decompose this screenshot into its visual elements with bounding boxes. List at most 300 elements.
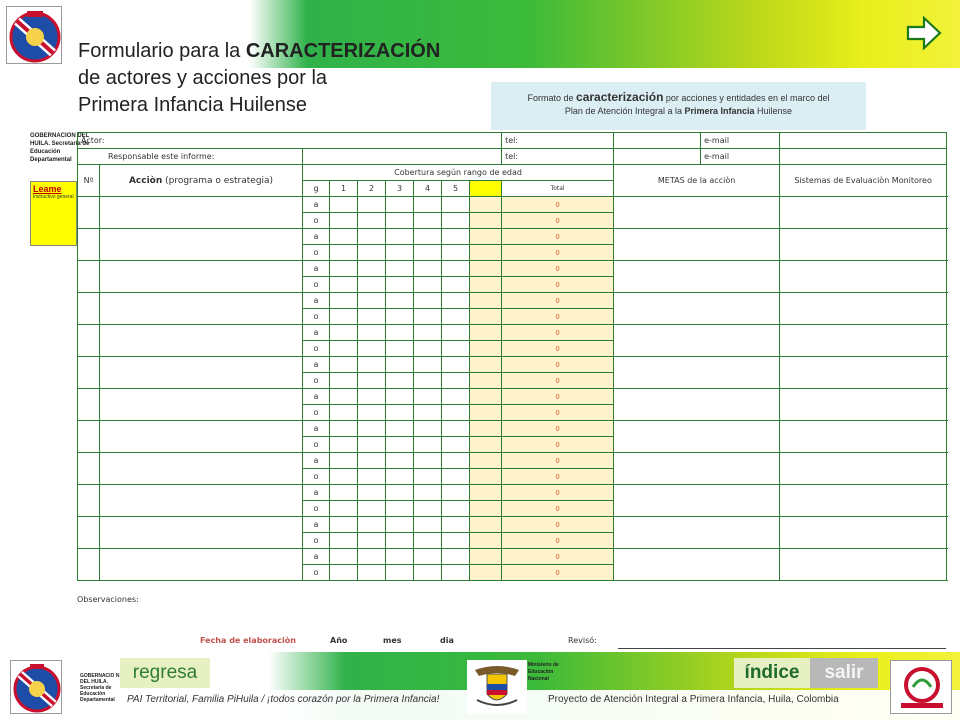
actor-email-input[interactable]: [780, 133, 947, 149]
row-total-value: 0: [502, 501, 614, 517]
eval-input-cell[interactable]: [780, 549, 947, 581]
characterization-form-table: [77, 132, 947, 581]
age-blank-cell: [470, 533, 502, 549]
age-count-input[interactable]: [442, 565, 470, 581]
goals-input-cell[interactable]: [614, 325, 780, 357]
age-count-input[interactable]: [358, 389, 386, 405]
eval-header: Sistemas de Evaluaciòn Monitoreo: [780, 165, 947, 197]
age-count-input[interactable]: [386, 213, 414, 229]
age-count-input[interactable]: [414, 261, 442, 277]
goals-input-cell[interactable]: [614, 453, 780, 485]
age-count-input[interactable]: [414, 549, 442, 565]
actor-tel-label: tel:: [502, 133, 614, 149]
age-blank-cell: [470, 309, 502, 325]
age-count-input[interactable]: [330, 421, 358, 437]
age-count-input[interactable]: [442, 469, 470, 485]
age-count-input[interactable]: [414, 533, 442, 549]
age-blank-cell: [470, 229, 502, 245]
coverage-header: Cobertura según rango de edad: [303, 165, 614, 181]
age-count-input[interactable]: [358, 229, 386, 245]
age-blank-cell: [470, 341, 502, 357]
age-count-input[interactable]: [358, 357, 386, 373]
footer-right-text: Proyecto de Atención Integral a Primera Infancia, Huila, Colombia: [548, 694, 839, 705]
row-type-label: a: [303, 197, 330, 213]
goals-input-cell[interactable]: [614, 293, 780, 325]
age-count-input[interactable]: [330, 229, 358, 245]
age-count-input[interactable]: [442, 277, 470, 293]
age-count-input[interactable]: [414, 245, 442, 261]
row-total-value: 0: [502, 213, 614, 229]
salir-button[interactable]: salir: [810, 658, 878, 688]
age-blank-cell: [470, 549, 502, 565]
eval-input-cell[interactable]: [780, 293, 947, 325]
age-count-input[interactable]: [358, 309, 386, 325]
age-count-input[interactable]: [442, 309, 470, 325]
row-type-label: a: [303, 229, 330, 245]
actor-label: Actor:: [81, 136, 105, 145]
age-count-input[interactable]: [386, 437, 414, 453]
age-count-input[interactable]: [330, 501, 358, 517]
action-input-cell[interactable]: [100, 549, 303, 581]
age-count-input[interactable]: [414, 293, 442, 309]
age-count-input[interactable]: [414, 309, 442, 325]
goals-input-cell[interactable]: [614, 485, 780, 517]
age-blank-cell: [470, 421, 502, 437]
age-count-input[interactable]: [414, 357, 442, 373]
age-col-header: 5: [442, 181, 470, 197]
footer-left-text: PAI Territorial, Familia PiHuila / ¡todos corazón por la Primera Infancia!: [127, 694, 440, 705]
gov-label-bottom: GOBERNACIO N DEL HUILA. Secretaría de Educación Departamental: [80, 673, 120, 703]
age-blank-cell: [470, 389, 502, 405]
responsible-tel-input[interactable]: [614, 149, 701, 165]
row-type-label: a: [303, 261, 330, 277]
age-count-input[interactable]: [414, 229, 442, 245]
row-total-value: 0: [502, 469, 614, 485]
reviso-signature-line[interactable]: [618, 648, 946, 649]
action-input-cell[interactable]: [100, 421, 303, 453]
age-count-input[interactable]: [330, 261, 358, 277]
age-blank-cell: [470, 501, 502, 517]
row-number-cell[interactable]: [78, 261, 100, 293]
action-input-cell[interactable]: [100, 453, 303, 485]
age-count-input[interactable]: [386, 405, 414, 421]
age-count-input[interactable]: [358, 277, 386, 293]
age-count-input[interactable]: [386, 341, 414, 357]
age-blank-cell: [470, 405, 502, 421]
observations-label: Observaciones:: [77, 595, 139, 604]
age-count-input[interactable]: [386, 229, 414, 245]
row-type-label: a: [303, 293, 330, 309]
age-blank-cell: [470, 437, 502, 453]
age-count-input[interactable]: [414, 421, 442, 437]
age-count-input[interactable]: [414, 453, 442, 469]
age-count-input[interactable]: [330, 517, 358, 533]
leame-link[interactable]: Leame: [33, 184, 62, 194]
row-number-cell[interactable]: [78, 357, 100, 389]
age-count-input[interactable]: [330, 469, 358, 485]
age-count-input[interactable]: [358, 533, 386, 549]
row-number-cell[interactable]: [78, 229, 100, 261]
age-blank-cell: [470, 565, 502, 581]
eval-input-cell[interactable]: [780, 517, 947, 549]
eval-input-cell[interactable]: [780, 485, 947, 517]
age-count-input[interactable]: [414, 565, 442, 581]
huila-crest-logo: [6, 6, 62, 64]
age-count-input[interactable]: [358, 325, 386, 341]
age-count-input[interactable]: [330, 373, 358, 389]
action-input-cell[interactable]: [100, 517, 303, 549]
actor-cell[interactable]: [78, 133, 502, 149]
age-count-input[interactable]: [442, 517, 470, 533]
ministry-name: Ministerio de Educación Nacional: [528, 662, 559, 682]
format-line2-suffix: Huilense: [754, 106, 793, 116]
row-total-value: 0: [502, 293, 614, 309]
row-total-value: 0: [502, 373, 614, 389]
age-count-input[interactable]: [330, 213, 358, 229]
action-header-rest: (programa o estrategia): [162, 175, 274, 186]
row-type-label: o: [303, 437, 330, 453]
age-count-input[interactable]: [386, 517, 414, 533]
format-line2-prefix: Plan de Atención Integral a la: [564, 106, 685, 116]
age-count-input[interactable]: [330, 309, 358, 325]
age-count-input[interactable]: [358, 373, 386, 389]
action-input-cell[interactable]: [100, 485, 303, 517]
ministry-coat-of-arms-icon: [467, 660, 527, 714]
age-count-input[interactable]: [386, 469, 414, 485]
age-count-input[interactable]: [330, 405, 358, 421]
action-header-bold: Acciòn: [128, 175, 163, 186]
row-type-label: o: [303, 533, 330, 549]
age-count-input[interactable]: [358, 293, 386, 309]
goals-input-cell[interactable]: [614, 197, 780, 229]
age-count-input[interactable]: [386, 293, 414, 309]
next-arrow-icon[interactable]: [905, 14, 943, 52]
row-total-value: 0: [502, 229, 614, 245]
leame-box[interactable]: [30, 181, 77, 246]
row-total-value: 0: [502, 261, 614, 277]
age-count-input[interactable]: [386, 533, 414, 549]
age-count-input[interactable]: [330, 341, 358, 357]
age-count-input[interactable]: [358, 453, 386, 469]
eval-input-cell[interactable]: [780, 197, 947, 229]
row-number-cell[interactable]: [78, 197, 100, 229]
age-count-input[interactable]: [330, 453, 358, 469]
huila-crest-logo-bottom: [10, 660, 62, 714]
age-count-input[interactable]: [330, 437, 358, 453]
responsible-label: Responsable este informe:: [108, 152, 215, 161]
row-total-value: 0: [502, 325, 614, 341]
row-type-label: a: [303, 325, 330, 341]
page-title: [78, 38, 528, 119]
age-count-input[interactable]: [442, 325, 470, 341]
row-type-label: o: [303, 373, 330, 389]
age-count-input[interactable]: [386, 485, 414, 501]
row-type-label: o: [303, 213, 330, 229]
row-type-label: a: [303, 389, 330, 405]
row-number-cell[interactable]: [78, 453, 100, 485]
actor-email-label: e-mail: [701, 133, 780, 149]
age-blank-header: [470, 181, 502, 197]
dia-label[interactable]: dia: [440, 636, 454, 645]
responsible-tel-label: tel:: [502, 149, 614, 165]
row-total-value: 0: [502, 405, 614, 421]
row-number-cell[interactable]: [78, 389, 100, 421]
row-total-value: 0: [502, 485, 614, 501]
row-total-value: 0: [502, 357, 614, 373]
age-count-input[interactable]: [330, 277, 358, 293]
age-count-input[interactable]: [386, 549, 414, 565]
age-count-input[interactable]: [358, 405, 386, 421]
age-count-input[interactable]: [442, 341, 470, 357]
age-count-input[interactable]: [442, 389, 470, 405]
eval-input-cell[interactable]: [780, 325, 947, 357]
total-header: Total: [502, 181, 614, 197]
eval-input-cell[interactable]: [780, 229, 947, 261]
age-count-input[interactable]: [414, 325, 442, 341]
format-description-box: [491, 82, 866, 130]
age-count-input[interactable]: [330, 389, 358, 405]
age-blank-cell: [470, 213, 502, 229]
row-total-value: 0: [502, 309, 614, 325]
age-count-input[interactable]: [330, 549, 358, 565]
row-number-cell[interactable]: [78, 549, 100, 581]
title-line2: de actores y acciones por la: [78, 67, 328, 89]
fecha-label: Fecha de elaboraciòn: [200, 636, 296, 645]
age-count-input[interactable]: [442, 549, 470, 565]
age-col-header: 4: [414, 181, 442, 197]
format-bold: caracterización: [576, 90, 664, 104]
age-count-input[interactable]: [330, 485, 358, 501]
age-count-input[interactable]: [386, 501, 414, 517]
age-count-input[interactable]: [414, 389, 442, 405]
age-count-input[interactable]: [442, 485, 470, 501]
row-total-value: 0: [502, 245, 614, 261]
goals-input-cell[interactable]: [614, 229, 780, 261]
age-count-input[interactable]: [358, 341, 386, 357]
row-total-value: 0: [502, 421, 614, 437]
row-type-label: o: [303, 501, 330, 517]
eval-input-cell[interactable]: [780, 357, 947, 389]
gov-label: GOBERNACION DEL HUILA. Secretaria de Educación Departamental: [30, 133, 90, 163]
age-count-input[interactable]: [358, 421, 386, 437]
age-col-header: g: [303, 181, 330, 197]
row-total-value: 0: [502, 277, 614, 293]
age-count-input[interactable]: [358, 261, 386, 277]
age-blank-cell: [470, 517, 502, 533]
action-input-cell[interactable]: [100, 229, 303, 261]
row-type-label: o: [303, 309, 330, 325]
age-count-input[interactable]: [442, 293, 470, 309]
age-count-input[interactable]: [386, 245, 414, 261]
age-col-header: 2: [358, 181, 386, 197]
anio-label[interactable]: Año: [330, 636, 348, 645]
goals-input-cell[interactable]: [614, 549, 780, 581]
age-blank-cell: [470, 469, 502, 485]
age-blank-cell: [470, 261, 502, 277]
row-total-value: 0: [502, 197, 614, 213]
row-type-label: a: [303, 549, 330, 565]
action-input-cell[interactable]: [100, 197, 303, 229]
age-blank-cell: [470, 453, 502, 469]
mes-label[interactable]: mes: [383, 636, 402, 645]
format-line2-bold: Primera Infancia: [684, 106, 755, 116]
row-type-label: a: [303, 357, 330, 373]
age-col-header: 1: [330, 181, 358, 197]
row-type-label: o: [303, 469, 330, 485]
age-blank-cell: [470, 277, 502, 293]
goals-input-cell[interactable]: [614, 261, 780, 293]
age-blank-cell: [470, 373, 502, 389]
row-total-value: 0: [502, 517, 614, 533]
age-count-input[interactable]: [386, 389, 414, 405]
row-type-label: o: [303, 565, 330, 581]
age-count-input[interactable]: [386, 309, 414, 325]
age-count-input[interactable]: [442, 501, 470, 517]
age-count-input[interactable]: [442, 373, 470, 389]
title-line1-bold: CARACTERIZACIÓN: [245, 40, 441, 62]
row-number-cell[interactable]: [78, 517, 100, 549]
reviso-label: Revisó:: [568, 636, 597, 645]
age-count-input[interactable]: [414, 373, 442, 389]
age-count-input[interactable]: [442, 405, 470, 421]
row-total-value: 0: [502, 549, 614, 565]
age-count-input[interactable]: [414, 197, 442, 213]
format-prefix: Formato de: [527, 93, 577, 103]
responsible-email-label: e-mail: [701, 149, 780, 165]
age-count-input[interactable]: [330, 197, 358, 213]
goals-input-cell[interactable]: [614, 517, 780, 549]
goals-input-cell[interactable]: [614, 357, 780, 389]
age-count-input[interactable]: [386, 357, 414, 373]
row-total-value: 0: [502, 389, 614, 405]
huila-naturaleza-productiva-logo: [890, 660, 952, 714]
age-count-input[interactable]: [386, 421, 414, 437]
age-count-input[interactable]: [358, 245, 386, 261]
age-count-input[interactable]: [358, 213, 386, 229]
age-count-input[interactable]: [414, 517, 442, 533]
action-input-cell[interactable]: [100, 389, 303, 421]
row-number-cell[interactable]: [78, 293, 100, 325]
regresa-button[interactable]: regresa: [120, 658, 210, 688]
age-count-input[interactable]: [358, 565, 386, 581]
age-count-input[interactable]: [442, 437, 470, 453]
goals-header: METAS de la acciòn: [614, 165, 780, 197]
eval-input-cell[interactable]: [780, 453, 947, 485]
age-blank-cell: [470, 245, 502, 261]
age-count-input[interactable]: [386, 261, 414, 277]
age-blank-cell: [470, 357, 502, 373]
age-count-input[interactable]: [414, 501, 442, 517]
age-count-input[interactable]: [442, 533, 470, 549]
age-blank-cell: [470, 485, 502, 501]
action-input-cell[interactable]: [100, 261, 303, 293]
age-count-input[interactable]: [414, 277, 442, 293]
age-count-input[interactable]: [386, 325, 414, 341]
num-header: Nº: [78, 165, 100, 197]
eval-input-cell[interactable]: [780, 389, 947, 421]
row-total-value: 0: [502, 565, 614, 581]
responsible-label-cell: [78, 149, 303, 165]
row-type-label: o: [303, 405, 330, 421]
age-count-input[interactable]: [442, 229, 470, 245]
row-total-value: 0: [502, 341, 614, 357]
age-count-input[interactable]: [414, 213, 442, 229]
action-input-cell[interactable]: [100, 293, 303, 325]
age-count-input[interactable]: [442, 213, 470, 229]
age-count-input[interactable]: [442, 261, 470, 277]
row-type-label: o: [303, 277, 330, 293]
age-count-input[interactable]: [330, 293, 358, 309]
goals-input-cell[interactable]: [614, 421, 780, 453]
age-count-input[interactable]: [330, 245, 358, 261]
age-count-input[interactable]: [358, 485, 386, 501]
row-type-label: a: [303, 517, 330, 533]
age-count-input[interactable]: [358, 437, 386, 453]
row-total-value: 0: [502, 437, 614, 453]
responsible-email-input[interactable]: [780, 149, 947, 165]
eval-input-cell[interactable]: [780, 421, 947, 453]
age-count-input[interactable]: [386, 453, 414, 469]
age-count-input[interactable]: [358, 501, 386, 517]
age-col-header: 3: [386, 181, 414, 197]
row-number-cell[interactable]: [78, 421, 100, 453]
actor-tel-input[interactable]: [614, 133, 701, 149]
row-number-cell[interactable]: [78, 325, 100, 357]
age-count-input[interactable]: [442, 245, 470, 261]
age-count-input[interactable]: [442, 421, 470, 437]
row-type-label: a: [303, 421, 330, 437]
age-count-input[interactable]: [442, 197, 470, 213]
age-count-input[interactable]: [386, 197, 414, 213]
row-number-cell[interactable]: [78, 485, 100, 517]
responsible-input[interactable]: [303, 149, 502, 165]
age-count-input[interactable]: [358, 469, 386, 485]
age-count-input[interactable]: [358, 197, 386, 213]
age-count-input[interactable]: [386, 373, 414, 389]
row-type-label: o: [303, 245, 330, 261]
action-input-cell[interactable]: [100, 357, 303, 389]
age-count-input[interactable]: [330, 357, 358, 373]
format-line1-suffix: por acciones y entidades en el marco del: [663, 93, 830, 103]
age-count-input[interactable]: [330, 325, 358, 341]
row-type-label: o: [303, 341, 330, 357]
eval-input-cell[interactable]: [780, 261, 947, 293]
action-input-cell[interactable]: [100, 325, 303, 357]
age-count-input[interactable]: [414, 341, 442, 357]
age-count-input[interactable]: [386, 565, 414, 581]
age-blank-cell: [470, 197, 502, 213]
row-type-label: a: [303, 453, 330, 469]
goals-input-cell[interactable]: [614, 389, 780, 421]
age-count-input[interactable]: [330, 565, 358, 581]
title-line1-prefix: Formulario para la: [78, 40, 246, 62]
age-count-input[interactable]: [414, 485, 442, 501]
age-count-input[interactable]: [442, 357, 470, 373]
age-count-input[interactable]: [414, 469, 442, 485]
age-count-input[interactable]: [330, 533, 358, 549]
leame-subtitle: instructivo general: [33, 194, 74, 200]
age-count-input[interactable]: [442, 453, 470, 469]
age-count-input[interactable]: [414, 405, 442, 421]
row-type-label: a: [303, 485, 330, 501]
row-total-value: 0: [502, 453, 614, 469]
age-count-input[interactable]: [358, 517, 386, 533]
age-count-input[interactable]: [358, 549, 386, 565]
age-blank-cell: [470, 293, 502, 309]
age-count-input[interactable]: [414, 437, 442, 453]
age-count-input[interactable]: [386, 277, 414, 293]
indice-button[interactable]: índice: [734, 658, 810, 688]
